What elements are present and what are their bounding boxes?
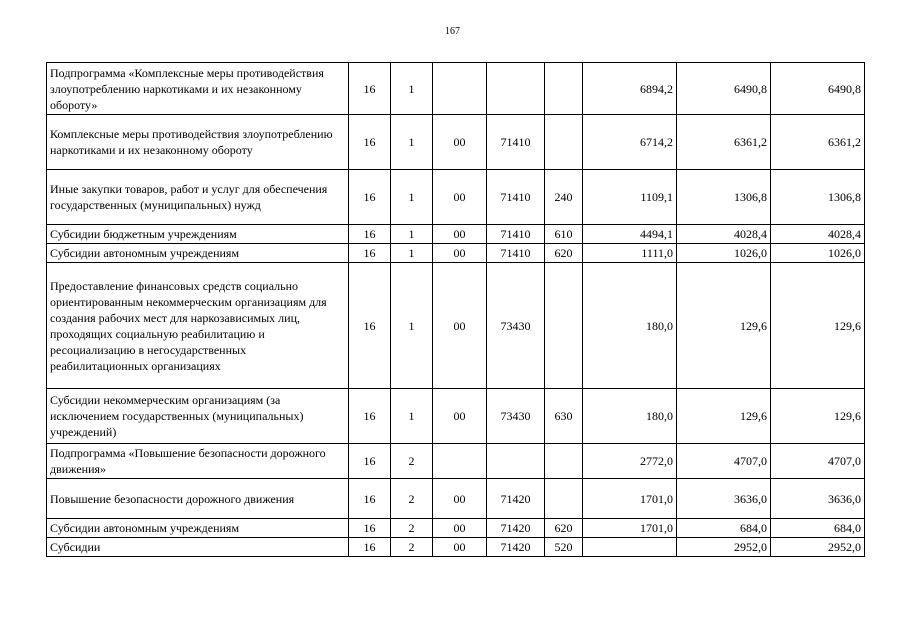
row-value-3-cell: 6490,8 (771, 63, 865, 115)
row-expense-type-cell (545, 444, 583, 479)
table-row (47, 115, 865, 170)
row-subprogram-cell: 00 (433, 115, 487, 170)
row-pr-cell: 1 (391, 225, 433, 244)
table-row (47, 538, 865, 557)
row-value-2-cell: 6361,2 (677, 115, 771, 170)
row-value-1-cell: 1701,0 (583, 479, 677, 519)
row-subprogram-cell: 00 (433, 225, 487, 244)
row-gr-cell: 16 (349, 479, 391, 519)
row-pr-cell: 1 (391, 244, 433, 263)
row-pr-cell: 1 (391, 115, 433, 170)
row-value-2-cell: 4028,4 (677, 225, 771, 244)
row-value-1-cell: 1701,0 (583, 519, 677, 538)
row-gr-cell: 16 (349, 63, 391, 115)
row-name-cell: Субсидии (47, 538, 349, 557)
row-value-2-cell: 129,6 (677, 263, 771, 389)
row-gr-cell: 16 (349, 225, 391, 244)
row-name-cell: Комплексные меры противодействия злоупотреблению наркотиками и их незаконному обороту (47, 115, 349, 170)
row-code-cell: 71410 (487, 115, 545, 170)
row-value-2-cell: 1306,8 (677, 170, 771, 225)
row-subprogram-cell: 00 (433, 170, 487, 225)
row-value-1-cell: 1111,0 (583, 244, 677, 263)
row-value-3-cell: 4707,0 (771, 444, 865, 479)
row-code-cell: 73430 (487, 389, 545, 444)
row-gr-cell: 16 (349, 244, 391, 263)
row-expense-type-cell: 630 (545, 389, 583, 444)
row-pr-cell: 1 (391, 389, 433, 444)
row-subprogram-cell: 00 (433, 389, 487, 444)
row-value-1-cell: 4494,1 (583, 225, 677, 244)
table-row (47, 479, 865, 519)
row-expense-type-cell: 620 (545, 244, 583, 263)
row-expense-type-cell (545, 115, 583, 170)
row-code-cell (487, 444, 545, 479)
row-expense-type-cell (545, 63, 583, 115)
row-name-cell: Подпрограмма «Повышение безопасности дорожного движения» (47, 444, 349, 479)
row-value-1-cell: 2772,0 (583, 444, 677, 479)
row-gr-cell: 16 (349, 170, 391, 225)
row-expense-type-cell (545, 263, 583, 389)
table-row (47, 263, 865, 389)
table-row (47, 444, 865, 479)
row-code-cell: 71420 (487, 479, 545, 519)
row-subprogram-cell: 00 (433, 538, 487, 557)
table-row (47, 244, 865, 263)
row-pr-cell: 1 (391, 63, 433, 115)
table-row (47, 389, 865, 444)
row-name-cell: Субсидии автономным учреждениям (47, 244, 349, 263)
row-value-1-cell: 1109,1 (583, 170, 677, 225)
row-name-cell: Предоставление финансовых средств социально ориентированным некоммерческим организациям для создания рабочих мест для наркозависимых лиц, проходящих социальную реабилитацию и ресоциализацию в негосударственных реабилитационных организациях (47, 263, 349, 389)
row-value-1-cell: 6894,2 (583, 63, 677, 115)
row-subprogram-cell (433, 63, 487, 115)
row-value-3-cell: 684,0 (771, 519, 865, 538)
row-expense-type-cell: 620 (545, 519, 583, 538)
table-row (47, 170, 865, 225)
row-pr-cell: 2 (391, 519, 433, 538)
row-value-3-cell: 1026,0 (771, 244, 865, 263)
row-value-3-cell: 6361,2 (771, 115, 865, 170)
row-expense-type-cell: 610 (545, 225, 583, 244)
row-value-1-cell: 180,0 (583, 389, 677, 444)
row-code-cell: 71410 (487, 244, 545, 263)
row-subprogram-cell: 00 (433, 263, 487, 389)
row-value-1-cell (583, 538, 677, 557)
row-subprogram-cell: 00 (433, 479, 487, 519)
row-value-2-cell: 4707,0 (677, 444, 771, 479)
row-value-2-cell: 684,0 (677, 519, 771, 538)
row-value-1-cell: 180,0 (583, 263, 677, 389)
row-code-cell: 73430 (487, 263, 545, 389)
row-value-3-cell: 129,6 (771, 263, 865, 389)
row-gr-cell: 16 (349, 538, 391, 557)
row-expense-type-cell: 240 (545, 170, 583, 225)
row-name-cell: Субсидии некоммерческим организациям (за исключением государственных (муниципальных) учреждений) (47, 389, 349, 444)
row-expense-type-cell (545, 479, 583, 519)
row-name-cell: Субсидии бюджетным учреждениям (47, 225, 349, 244)
row-value-3-cell: 2952,0 (771, 538, 865, 557)
table-body (47, 63, 865, 557)
row-subprogram-cell: 00 (433, 519, 487, 538)
row-gr-cell: 16 (349, 263, 391, 389)
row-value-1-cell: 6714,2 (583, 115, 677, 170)
row-code-cell: 71410 (487, 170, 545, 225)
row-name-cell: Подпрограмма «Комплексные меры противодействия злоупотреблению наркотиками и их незаконному обороту» (47, 63, 349, 115)
row-pr-cell: 2 (391, 444, 433, 479)
row-pr-cell: 1 (391, 170, 433, 225)
row-gr-cell: 16 (349, 444, 391, 479)
row-value-3-cell: 4028,4 (771, 225, 865, 244)
row-code-cell: 71420 (487, 519, 545, 538)
row-pr-cell: 1 (391, 263, 433, 389)
row-value-2-cell: 2952,0 (677, 538, 771, 557)
row-code-cell (487, 63, 545, 115)
row-gr-cell: 16 (349, 115, 391, 170)
table-row (47, 519, 865, 538)
row-value-2-cell: 129,6 (677, 389, 771, 444)
table-row (47, 63, 865, 115)
row-pr-cell: 2 (391, 479, 433, 519)
row-value-2-cell: 3636,0 (677, 479, 771, 519)
row-code-cell: 71420 (487, 538, 545, 557)
row-value-3-cell: 129,6 (771, 389, 865, 444)
row-expense-type-cell: 520 (545, 538, 583, 557)
row-gr-cell: 16 (349, 519, 391, 538)
row-subprogram-cell: 00 (433, 244, 487, 263)
budget-table (46, 62, 865, 557)
row-gr-cell: 16 (349, 389, 391, 444)
page-number: 167 (445, 26, 460, 37)
row-value-2-cell: 1026,0 (677, 244, 771, 263)
row-name-cell: Субсидии автономным учреждениям (47, 519, 349, 538)
row-value-3-cell: 1306,8 (771, 170, 865, 225)
row-pr-cell: 2 (391, 538, 433, 557)
table-row (47, 225, 865, 244)
row-value-3-cell: 3636,0 (771, 479, 865, 519)
row-name-cell: Иные закупки товаров, работ и услуг для обеспечения государственных (муниципальных) нужд (47, 170, 349, 225)
row-value-2-cell: 6490,8 (677, 63, 771, 115)
row-name-cell: Повышение безопасности дорожного движения (47, 479, 349, 519)
row-code-cell: 71410 (487, 225, 545, 244)
row-subprogram-cell (433, 444, 487, 479)
